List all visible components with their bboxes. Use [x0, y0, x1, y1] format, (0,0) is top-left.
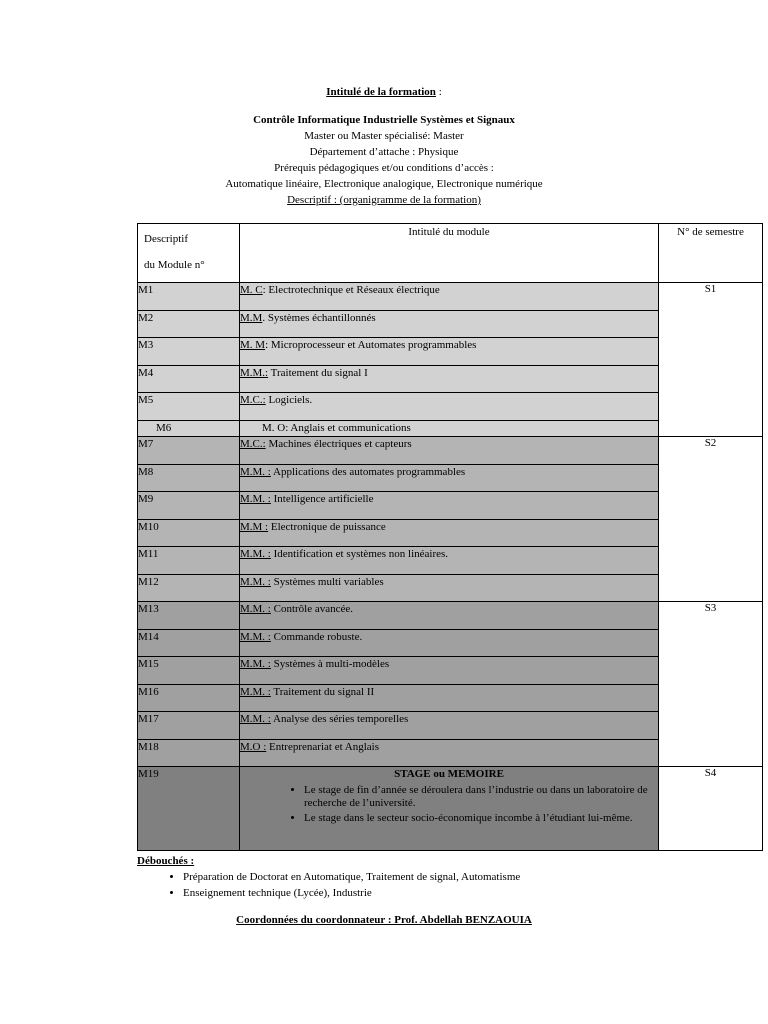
formation-name: Contrôle Informatique Industrielle Systèmes et Signaux [253, 114, 515, 126]
module-code: M9 [138, 492, 240, 520]
descriptif-line: Descriptif : (organigramme de la formation) [287, 194, 481, 206]
department-line: Département d’attache : Physique [309, 146, 459, 158]
formation-label: Intitulé de la formation [326, 86, 436, 98]
module-title [240, 685, 659, 712]
module-type-abbr: M.M. : [240, 658, 271, 670]
module-code: M5 [138, 393, 240, 421]
module-type-abbr: M.M. : [240, 493, 271, 505]
table-row [138, 283, 763, 311]
module-title [240, 393, 659, 421]
module-name: Machines électriques et capteurs [265, 438, 412, 450]
module-title [240, 520, 659, 547]
module-name: Systèmes multi variables [270, 576, 384, 588]
module-type-abbr: M.O : [240, 741, 267, 753]
formation-label-colon: : [435, 86, 442, 98]
module-title [240, 575, 659, 602]
module-name: Traitement du signal I [268, 367, 368, 379]
prerequis-values: Automatique linéaire, Electronique analogique, Electronique numérique [225, 178, 543, 190]
module-name: Identification et systèmes non linéaires. [270, 548, 449, 560]
module-code: M7 [138, 437, 240, 465]
module-name: Entreprenariat et Anglais [266, 741, 379, 753]
module-type-abbr: M. M [240, 339, 266, 351]
module-code: M11 [138, 547, 240, 575]
module-type-abbr: M. C [240, 284, 263, 296]
module-title [240, 421, 659, 437]
module-name: Traitement du signal II [270, 686, 375, 698]
stage-bullet: • Le stage dans le secteur socio-économique incombe à l’étudiant lui-même. [304, 812, 652, 825]
debouches-label: Débouchés : [137, 855, 195, 867]
table-row [138, 602, 763, 630]
module-type-abbr: M.C.: [240, 394, 266, 406]
module-type-abbr: M.M. : [240, 631, 271, 643]
module-code: M15 [138, 657, 240, 685]
module-name: Electronique de puissance [268, 521, 386, 533]
module-name: Systèmes à multi-modèles [270, 658, 390, 670]
header-intitule: Intitulé du module [240, 224, 659, 283]
module-title [240, 547, 659, 575]
module-code: M3 [138, 338, 240, 366]
module-code: M4 [138, 366, 240, 393]
master-line: Master ou Master spécialisé: Master [304, 130, 464, 142]
module-name: : Microprocesseur et Automates programmables [265, 339, 477, 351]
document-header [0, 84, 768, 208]
module-type-abbr: M.M. : [240, 686, 271, 698]
header-descriptif: Descriptif du Module n° [138, 224, 240, 283]
debouches-section [137, 853, 737, 901]
module-code: M2 [138, 311, 240, 338]
module-type-abbr: M.M [240, 312, 263, 324]
module-type-abbr: M.M. : [240, 603, 271, 615]
semester-cell: S3 [659, 602, 763, 767]
module-title [240, 311, 659, 338]
module-title [240, 283, 659, 311]
module-title [240, 465, 659, 492]
module-code: M10 [138, 520, 240, 547]
module-type-abbr: M.M : [240, 521, 269, 533]
module-code: M13 [138, 602, 240, 630]
module-type-abbr: M.C.: [240, 438, 266, 450]
module-type-abbr: M.M. : [240, 576, 271, 588]
module-title [240, 366, 659, 393]
module-title [240, 630, 659, 657]
stage-title: STAGE ou MEMOIRE [394, 768, 504, 780]
module-name: Logiciels. [265, 394, 313, 406]
module-name: Applications des automates programmables [270, 466, 466, 478]
module-name: M. O: Anglais et communications [262, 422, 411, 434]
coordinator-line: Coordonnées du coordonnateur : Prof. Abdellah BENZAOUIA [236, 914, 532, 926]
module-title [240, 657, 659, 685]
module-name: : Electrotechnique et Réseaux électrique [262, 284, 440, 296]
module-code: M17 [138, 712, 240, 740]
module-code: M16 [138, 685, 240, 712]
stage-cell [240, 767, 659, 851]
semester-cell: S2 [659, 437, 763, 602]
module-title [240, 338, 659, 366]
module-title [240, 712, 659, 740]
module-code: M19 [138, 767, 240, 851]
module-code: M18 [138, 740, 240, 767]
module-code: M12 [138, 575, 240, 602]
module-name: Analyse des séries temporelles [270, 713, 409, 725]
stage-bullet: • Le stage de fin d’année se déroulera dans l’industrie ou dans un laboratoire de recherche de l’université. [304, 784, 652, 810]
module-type-abbr: M.M. : [240, 548, 271, 560]
module-name: Contrôle avancée. [270, 603, 354, 615]
module-code: M8 [138, 465, 240, 492]
module-title [240, 602, 659, 630]
debouches-item: • Préparation de Doctorat en Automatique, Traitement de signal, Automatisme [183, 869, 737, 885]
header-semestre: N° de semestre [659, 224, 763, 283]
module-title [240, 492, 659, 520]
table-row [138, 437, 763, 465]
module-name: Commande robuste. [270, 631, 363, 643]
module-code: M6 [138, 421, 240, 437]
module-type-abbr: M.M. : [240, 466, 271, 478]
module-title [240, 740, 659, 767]
module-code: M1 [138, 283, 240, 311]
formation-label-line [0, 84, 768, 100]
table-row-stage [138, 767, 763, 851]
prerequis-label: Prérequis pédagogiques et/ou conditions d’accès : [274, 162, 494, 174]
modules-table [137, 223, 763, 851]
module-name: . Systèmes échantillonnés [262, 312, 376, 324]
module-name: Intelligence artificielle [270, 493, 374, 505]
module-type-abbr: M.M. : [240, 713, 271, 725]
module-type-abbr: M.M.: [240, 367, 269, 379]
module-code: M14 [138, 630, 240, 657]
semester-cell: S4 [659, 767, 763, 851]
module-title [240, 437, 659, 465]
debouches-item: • Enseignement technique (Lycée), Industrie [183, 885, 737, 901]
semester-cell: S1 [659, 283, 763, 437]
table-header-row [138, 224, 763, 283]
